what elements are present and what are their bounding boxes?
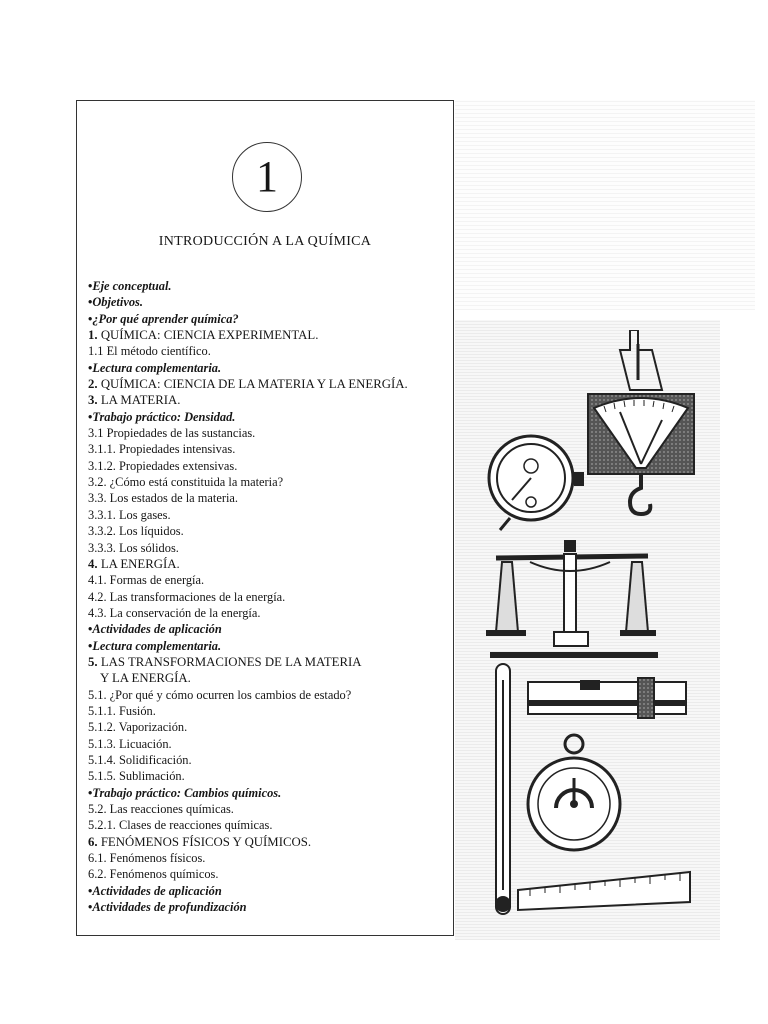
toc-entry bbox=[88, 670, 448, 686]
toc-entry bbox=[88, 540, 448, 556]
toc-entry-text: 5.2.1. Clases de reacciones químicas. bbox=[88, 818, 273, 833]
balance-scale-icon bbox=[486, 540, 658, 658]
bullet-icon: • bbox=[88, 360, 93, 375]
toc-entry-text: 3.1 Propiedades de las sustancias. bbox=[88, 426, 256, 441]
caliper-icon bbox=[528, 678, 686, 718]
toc-entry bbox=[88, 621, 448, 637]
toc-entry bbox=[88, 850, 448, 866]
toc-entry bbox=[88, 605, 448, 621]
pocket-watch-icon bbox=[528, 735, 620, 850]
chapter-number: 1 bbox=[256, 152, 278, 201]
spring-scale-icon bbox=[588, 330, 694, 514]
toc-entry-text: 6.2. Fenómenos químicos. bbox=[88, 867, 219, 882]
toc-entry bbox=[88, 752, 448, 768]
toc-entry bbox=[88, 343, 448, 359]
bullet-icon: • bbox=[88, 622, 93, 637]
toc-entry-text: 1.1 El método científico. bbox=[88, 344, 211, 359]
background-page-bleed-top bbox=[455, 100, 755, 310]
toc-entry bbox=[88, 817, 448, 833]
toc-entry-text: Actividades de profundización bbox=[92, 900, 247, 915]
bullet-icon: • bbox=[88, 785, 93, 800]
section-title: LAS TRANSFORMACIONES DE LA MATERIA bbox=[100, 654, 362, 669]
section-number: 5. bbox=[88, 654, 98, 669]
chapter-number-badge bbox=[232, 142, 302, 212]
toc-entry bbox=[88, 785, 448, 801]
bullet-icon: • bbox=[88, 311, 93, 326]
thermometer-icon bbox=[495, 664, 511, 914]
toc-entry bbox=[88, 458, 448, 474]
section-number: 2. bbox=[88, 377, 98, 392]
toc-entry-text: 5.2. Las reacciones químicas. bbox=[88, 802, 234, 816]
toc-entry-text: 4.2. Las transformaciones de la energía. bbox=[88, 589, 286, 604]
bullet-icon: • bbox=[88, 295, 93, 310]
toc-entry-text: 3.1.2. Propiedades extensivas. bbox=[88, 458, 238, 473]
toc-entry-text: 5.1. ¿Por qué y cómo ocurren los cambios de estado? bbox=[88, 687, 352, 702]
toc-entry-text: ¿Por qué aprender química? bbox=[92, 311, 239, 326]
bullet-icon: • bbox=[88, 900, 93, 915]
toc-entry-text: 5.1.3. Licuación. bbox=[88, 736, 172, 751]
toc-entry bbox=[88, 703, 448, 719]
toc-entry-text: Actividades de aplicación bbox=[92, 622, 222, 637]
toc-entry-text: 3.1.1. Propiedades intensivas. bbox=[88, 442, 236, 457]
toc-entry-text: 3.2. ¿Cómo está constituida la materia? bbox=[88, 475, 284, 490]
toc-entry bbox=[88, 572, 448, 588]
toc-entry-text: Y LA ENERGÍA. bbox=[100, 671, 191, 686]
toc-entry-text: Lectura complementaria. bbox=[92, 360, 222, 375]
toc-entry bbox=[88, 441, 448, 457]
toc-entry-text: 4.3. La conservación de la energía. bbox=[88, 605, 261, 620]
toc-entry-text: 5.1.2. Vaporización. bbox=[88, 720, 188, 735]
toc-entry-text: Trabajo práctico: Densidad. bbox=[92, 409, 236, 424]
toc-entry bbox=[88, 768, 448, 784]
toc-entry bbox=[88, 883, 448, 899]
toc-entry-text: 3.3.2. Los líquidos. bbox=[88, 524, 184, 539]
toc-entry-text: 5.1.1. Fusión. bbox=[88, 703, 156, 718]
toc-entry-text: 6.1. Fenómenos físicos. bbox=[88, 851, 206, 866]
toc-entry bbox=[88, 490, 448, 506]
bullet-icon: • bbox=[88, 638, 93, 653]
toc-entry bbox=[88, 376, 448, 392]
toc-entry-text: Eje conceptual. bbox=[92, 279, 172, 293]
bullet-icon: • bbox=[88, 883, 93, 898]
section-title: LA MATERIA. bbox=[100, 393, 181, 408]
toc-entry-text: 3.3.3. Los sólidos. bbox=[88, 540, 179, 555]
toc-entry bbox=[88, 801, 448, 817]
toc-entry bbox=[88, 654, 448, 670]
toc-entry bbox=[88, 719, 448, 735]
section-title: QUÍMICA: CIENCIA DE LA MATERIA Y LA ENERGÍA. bbox=[100, 377, 408, 392]
toc-entry bbox=[88, 523, 448, 539]
section-title: QUÍMICA: CIENCIA EXPERIMENTAL. bbox=[100, 328, 319, 343]
toc-entry bbox=[88, 360, 448, 376]
toc-entry bbox=[88, 425, 448, 441]
toc-entry-text: 3.3.1. Los gases. bbox=[88, 507, 171, 522]
toc-entry-text: Objetivos. bbox=[92, 295, 143, 310]
toc-entry-text: Lectura complementaria. bbox=[92, 638, 222, 653]
toc-entry-text: Actividades de aplicación bbox=[92, 883, 222, 898]
toc-entry-text: 5.1.5. Sublimación. bbox=[88, 769, 185, 784]
toc-entry bbox=[88, 507, 448, 523]
section-number: 4. bbox=[88, 556, 98, 571]
toc-entry bbox=[88, 736, 448, 752]
toc-entry bbox=[88, 392, 448, 408]
table-of-contents bbox=[88, 278, 448, 915]
toc-entry bbox=[88, 687, 448, 703]
stopwatch-icon bbox=[489, 436, 584, 530]
section-title: LA ENERGÍA. bbox=[100, 556, 180, 571]
bullet-icon: • bbox=[88, 279, 93, 293]
bullet-icon: • bbox=[88, 409, 93, 424]
toc-entry bbox=[88, 589, 448, 605]
toc-entry bbox=[88, 294, 448, 310]
toc-entry-text: 3.3. Los estados de la materia. bbox=[88, 491, 239, 506]
toc-entry bbox=[88, 278, 448, 294]
section-number: 3. bbox=[88, 393, 98, 408]
toc-entry-text: 5.1.4. Solidificación. bbox=[88, 752, 192, 767]
toc-entry bbox=[88, 556, 448, 572]
toc-entry bbox=[88, 638, 448, 654]
toc-entry bbox=[88, 327, 448, 343]
toc-entry-text: 4.1. Formas de energía. bbox=[88, 573, 205, 588]
section-title: FENÓMENOS FÍSICOS Y QUÍMICOS. bbox=[100, 834, 312, 849]
measuring-instruments-illustration bbox=[470, 330, 710, 930]
toc-entry bbox=[88, 834, 448, 850]
toc-entry bbox=[88, 409, 448, 425]
toc-entry bbox=[88, 866, 448, 882]
section-number: 6. bbox=[88, 834, 98, 849]
ruler-icon bbox=[518, 872, 690, 910]
toc-entry bbox=[88, 899, 448, 915]
section-number: 1. bbox=[88, 328, 98, 343]
toc-entry bbox=[88, 474, 448, 490]
toc-entry bbox=[88, 311, 448, 327]
chapter-title: INTRODUCCIÓN A LA QUÍMICA bbox=[158, 234, 372, 249]
toc-entry-text: Trabajo práctico: Cambios químicos. bbox=[92, 785, 282, 800]
